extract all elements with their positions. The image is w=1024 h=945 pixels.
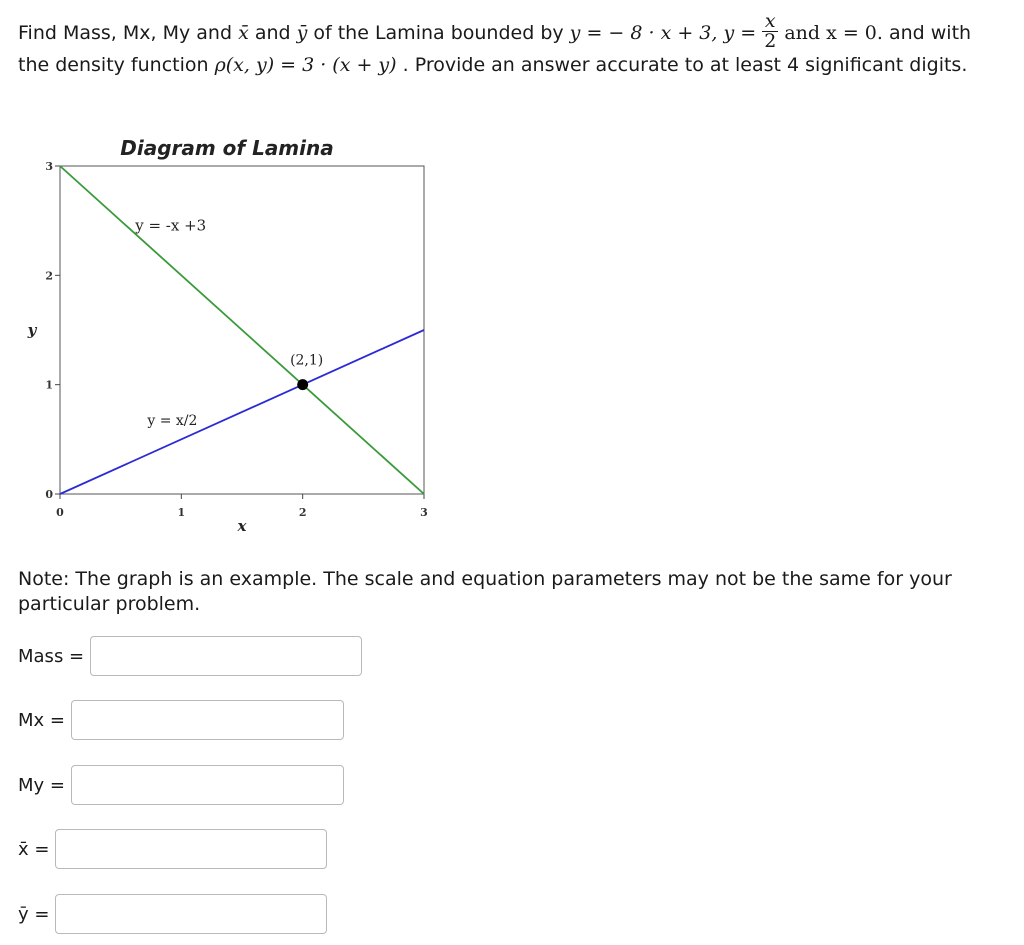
problem-text-4: . Provide an answer accurate to at least 4 significant digits. — [396, 54, 968, 76]
xbar-input[interactable] — [55, 829, 327, 869]
equation-2: and x = 0. — [778, 22, 883, 44]
y-tick-label-2: 2 — [45, 269, 53, 283]
x-tick-label-2: 2 — [298, 506, 307, 519]
y-axis-ticks — [45, 160, 60, 501]
fraction-denominator: 2 — [764, 30, 777, 52]
ybar-label: ȳ = — [18, 903, 50, 925]
equation-1: y = − 8 · x + 3, y = — [569, 22, 763, 44]
problem-text-1: Find Mass, Mx, My and — [18, 22, 239, 44]
problem-statement — [18, 10, 1008, 78]
diagram-title: Diagram of Lamina — [120, 136, 334, 160]
mass-row — [18, 635, 362, 677]
x-tick-label-3: 3 — [420, 506, 428, 519]
line1-label: y = -x +3 — [135, 216, 207, 235]
y-tick-label-3: 3 — [45, 160, 53, 173]
xbar-symbol: x̄ — [238, 22, 249, 44]
my-label: My = — [18, 774, 65, 796]
mx-row — [18, 699, 344, 741]
ybar-symbol: ȳ — [296, 22, 308, 44]
line-y-equals-x-over-2 — [60, 330, 424, 494]
density-function: ρ(x, y) = 3 · (x + y) — [214, 54, 397, 76]
problem-text-and: and — [248, 22, 297, 44]
xbar-row — [18, 828, 327, 870]
intersection-point-label: (2,1) — [290, 352, 324, 369]
y-tick-label-1: 1 — [45, 378, 53, 392]
y-axis-label: y — [27, 321, 37, 339]
ybar-row — [18, 893, 327, 935]
mx-input[interactable] — [71, 700, 344, 740]
x-axis-ticks — [56, 494, 428, 519]
fraction-x-over-2 — [762, 12, 778, 51]
fraction-numerator: x — [762, 12, 778, 32]
mx-label: Mx = — [18, 709, 65, 731]
x-tick-label-0: 0 — [56, 506, 64, 519]
my-row — [18, 764, 344, 806]
ybar-input[interactable] — [55, 894, 327, 934]
mass-input[interactable] — [90, 636, 362, 676]
x-axis-label: x — [237, 517, 247, 535]
line2-label: y = x/2 — [147, 413, 198, 430]
x-tick-label-1: 1 — [177, 506, 186, 519]
problem-text-3: and with the density function — [18, 22, 972, 76]
lamina-diagram — [0, 128, 480, 548]
line-y-equals-neg-x-plus-3 — [60, 166, 424, 494]
graph-note: Note: The graph is an example. The scale and equation parameters may not be the same for your particular problem. — [18, 568, 952, 615]
my-input[interactable] — [71, 765, 344, 805]
y-tick-label-0: 0 — [45, 488, 53, 501]
intersection-point — [297, 379, 308, 390]
mass-label: Mass = — [18, 645, 85, 667]
xbar-label: x̄ = — [18, 838, 50, 860]
problem-text-2: of the Lamina bounded by — [307, 22, 570, 44]
